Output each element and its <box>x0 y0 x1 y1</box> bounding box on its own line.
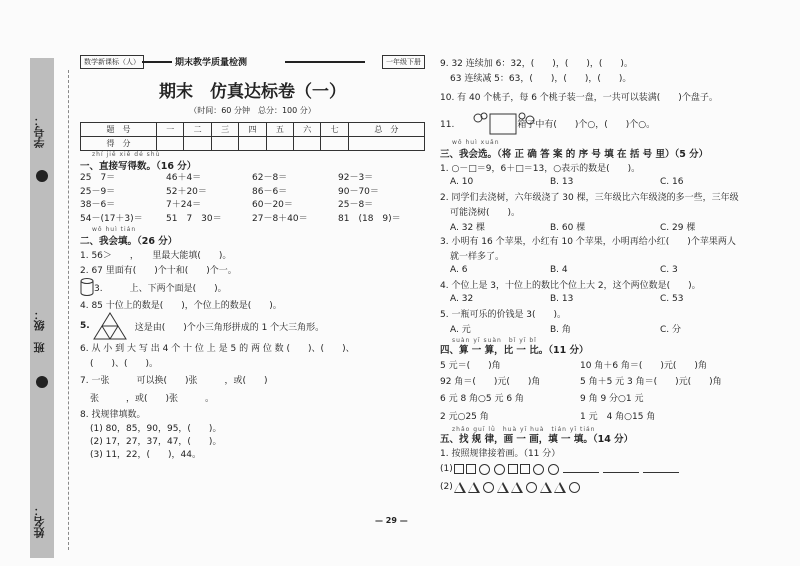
money-compare-row: 6 元 8 角○5 元 6 角 9 角 9 分○1 元 <box>440 393 644 404</box>
shape-pattern-1: (1) <box>440 460 770 478</box>
section-pinyin: suàn yī suàn bǐ yī bǐ <box>452 337 537 344</box>
money-row: 92 角＝( )元( )角 5 角＋5 元 3 角＝( )元( )角 <box>440 376 722 387</box>
circle-icon <box>494 464 505 475</box>
score-blank[interactable] <box>184 137 211 151</box>
pattern-item: (3) 11，22，( )，44。 <box>90 450 201 460</box>
choice-options: A. 元 B. 角 C. 分 <box>450 324 682 335</box>
page-title: 期末 仿真达标卷（一） <box>159 82 346 102</box>
name-label: 姓名： <box>33 505 46 538</box>
triangle-icon <box>554 482 566 493</box>
choice-question-3-cont: 就一样多了。 <box>450 252 505 262</box>
score-blank[interactable] <box>157 137 184 151</box>
money-row: 5 元＝( )角 10 角＋6 角＝( )元( )角 <box>440 360 707 371</box>
edition-tag: 数学新课标（人） <box>80 55 144 69</box>
page-number: — 29 — <box>375 516 408 525</box>
circle-icon <box>526 482 537 493</box>
square-icon <box>454 464 464 474</box>
section-5-title: 五、找 规 律，画 一 画，填 一 填。（14 分） <box>440 434 634 445</box>
triangle-icon <box>511 482 523 493</box>
score-cell: 总 分 <box>348 123 424 137</box>
section-2-title: 二、我会填。（26 分） <box>80 236 178 247</box>
pattern-item: (1) 80，85，90，95，( )。 <box>90 424 222 434</box>
pattern-question-1: 1. 按照规律接着画。（11 分） <box>440 449 561 459</box>
choice-question-1: 1. ○－□＝9，6＋□＝13，○表示的数是( )。 <box>440 164 641 174</box>
question-2-6: 6. 从 小 到 大 写 出 4 个 十 位 上 是 5 的 两 位 数 ( )、( )、 <box>80 344 355 354</box>
choice-options: A. 10 B. 13 C. 16 <box>450 177 684 187</box>
triangle-icon <box>497 482 509 493</box>
score-blank[interactable] <box>266 137 293 151</box>
calc-row: 54－(17＋3)＝ 51 7 30＝ 27－8＋40＝ 81 (18 9)＝ <box>80 213 401 224</box>
calc-row: 25 7＝ 46＋4＝ 62－8＝ 92－3＝ <box>80 173 374 183</box>
score-cell: 五 <box>266 123 293 137</box>
header-rule <box>142 61 172 63</box>
section-pinyin: zhǎo guī lǜ huà yī huà tián yī tián <box>452 426 596 433</box>
calc-row: 25－9＝ 52＋20＝ 86－6＝ 90－70＝ <box>80 186 379 197</box>
question-2-1: 1. 56＞ ， 里最大能填( )。 <box>80 251 232 261</box>
circle-icon <box>533 464 544 475</box>
header-rule <box>285 61 365 63</box>
answer-line[interactable] <box>563 465 599 473</box>
score-row <box>81 137 425 151</box>
section-3-title: 三、我会选。（将 正 确 答 案 的 序 号 填 在 括 号 里）（5 分） <box>440 149 709 160</box>
choice-question-5: 5. 一瓶可乐的价钱是 3( )。 <box>440 310 567 320</box>
score-cell: 七 <box>321 123 348 137</box>
page-header <box>80 55 425 69</box>
cylinder-icon <box>80 278 94 296</box>
question-2-10: 10. 有 40 个桃子，每 6 个桃子装一盘，一共可以装满( )个盘子。 <box>440 92 718 103</box>
section-4-title: 四、算 一 算，比 一 比。（11 分） <box>440 345 589 356</box>
question-2-5: 5. 这是由( )个小三角形拼成的 1 个大三角形。 <box>80 312 425 340</box>
score-blank[interactable] <box>211 137 238 151</box>
calc-row: 38－6＝ 7＋24＝ 60－20＝ 25－8＝ <box>80 200 374 210</box>
score-blank[interactable] <box>294 137 321 151</box>
student-info-strip <box>30 58 54 558</box>
binding-hole <box>36 376 48 388</box>
choice-question-2: 2. 同学们去浇树，六年级浇了 30 棵，三年级比六年级浇的多一些，三年级 <box>440 193 739 203</box>
score-header-row <box>81 123 425 137</box>
square-icon <box>520 464 530 474</box>
section-pinyin: zhí jiē xiě dé shù <box>92 151 161 158</box>
question-2-9-cont: 63 连续减 5：63，( )，( )，( )。 <box>450 74 632 84</box>
score-cell: 二 <box>184 123 211 137</box>
money-compare-row: 2 元○25 角 1 元 4 角○15 角 <box>440 411 656 422</box>
choice-question-2-cont: 可能浇树( )。 <box>450 208 521 218</box>
binding-hole <box>36 170 48 182</box>
question-2-11: 11. 箱子中有( )个○，( )个○。 <box>440 107 770 139</box>
section-pinyin: wǒ huì tián <box>92 226 137 233</box>
triangle-icon <box>468 482 480 493</box>
choice-options: A. 32 B. 13 C. 53 <box>450 294 684 304</box>
square-icon <box>508 464 518 474</box>
question-2-7-cont: 张 ，或( )张 。 <box>90 393 215 404</box>
score-blank[interactable] <box>321 137 348 151</box>
shape-pattern-2: (2) <box>440 478 770 496</box>
score-cell: 得 分 <box>81 137 157 151</box>
square-icon <box>466 464 476 474</box>
student-number-label: 学号： <box>33 115 46 148</box>
triangle-icon <box>540 482 552 493</box>
score-table <box>80 122 425 151</box>
score-cell: 三 <box>211 123 238 137</box>
answer-line[interactable] <box>603 465 639 473</box>
score-cell: 六 <box>294 123 321 137</box>
circle-icon <box>569 482 580 493</box>
choice-question-4: 4. 个位上是 3，十位上的数比个位上大 2，这个两位数是( )。 <box>440 281 701 291</box>
class-label: 班 级： <box>33 309 46 353</box>
question-2-8: 8. 找规律填数。 <box>80 410 146 420</box>
section-1-title: 一、直接写得数。（16 分） <box>80 161 197 172</box>
choice-question-3: 3. 小明有 16 个苹果，小红有 10 个苹果，小明再给小红( )个苹果两人 <box>440 237 736 247</box>
score-blank[interactable] <box>348 137 424 151</box>
score-cell: 题 号 <box>81 123 157 137</box>
question-2-6-cont: ( )、( )。 <box>90 359 159 369</box>
question-2-3: 3. 上、下两个面是( )。 <box>80 277 425 297</box>
exam-series-title: 期末教学质量检测 <box>175 58 248 68</box>
score-cell: 四 <box>239 123 266 137</box>
score-cell: 一 <box>157 123 184 137</box>
circle-icon <box>548 464 559 475</box>
box-beads-icon <box>470 108 540 138</box>
choice-options: A. 6 B. 4 C. 3 <box>450 265 678 275</box>
circle-icon <box>483 482 494 493</box>
right-column <box>440 55 770 555</box>
answer-line[interactable] <box>643 465 679 473</box>
grade-tag: 一年级下册 <box>382 55 425 69</box>
question-2-4: 4. 85 十位上的数是( )，个位上的数是( )。 <box>80 301 282 311</box>
pattern-item: (2) 17，27，37，47，( )。 <box>90 437 222 447</box>
score-blank[interactable] <box>239 137 266 151</box>
triangle-icon <box>454 482 466 493</box>
triangle-figure-icon <box>93 312 127 340</box>
choice-options: A. 32 棵 B. 60 棵 C. 29 棵 <box>450 222 696 233</box>
section-pinyin: wǒ huì xuǎn <box>452 139 500 146</box>
question-2-9: 9. 32 连续加 6：32，( )，( )，( )。 <box>440 59 633 69</box>
question-2-7: 7. 一张 可以换( )张 ，或( ) <box>80 375 268 386</box>
circle-icon <box>479 464 490 475</box>
question-2-2: 2. 67 里面有( )个十和( )个一。 <box>80 266 237 276</box>
cut-line <box>68 70 69 550</box>
exam-info: （时间：60 分钟 总分：100 分） <box>189 106 316 115</box>
left-column <box>80 55 425 555</box>
